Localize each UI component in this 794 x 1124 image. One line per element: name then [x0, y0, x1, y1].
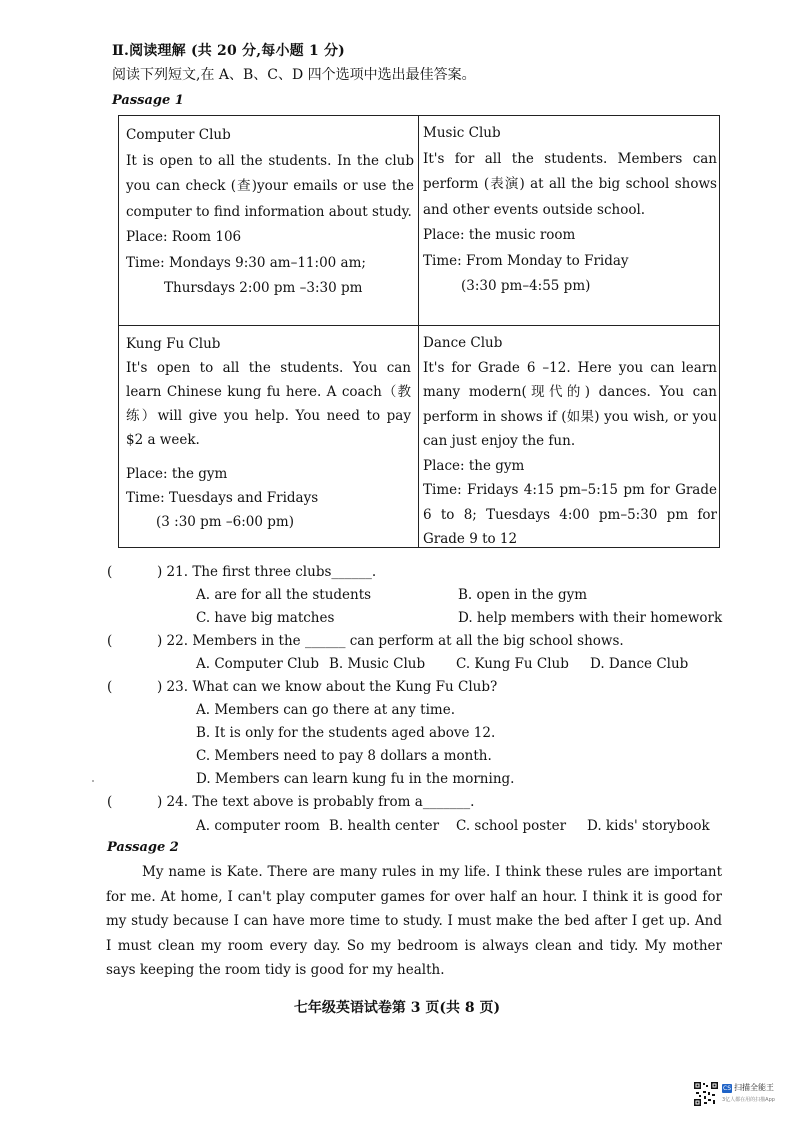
club-description: It's for all the students. Members can perform (表演) at all the big school shows and other events outside school.	[423, 150, 717, 218]
question-stem: ) 24. The text above is probably from a_______.	[157, 794, 475, 810]
option-b: B. open in the gym	[458, 587, 588, 603]
club-time-continued: Thursdays 2:00 pm –3:30 pm	[164, 280, 363, 296]
camscanner-logo: CS	[723, 1085, 731, 1092]
question-stem: ) 22. Members in the ______ can perform at all the big school shows.	[157, 633, 624, 649]
club-place: Place: the music room	[423, 227, 576, 243]
option-a: A. Computer Club	[196, 656, 320, 672]
option-a: A. are for all the students	[196, 587, 372, 603]
scanner-tagline: 3亿人都在用的扫描App	[722, 1097, 775, 1103]
option-c: C. have big matches	[196, 610, 335, 626]
page-footer: 七年级英语试卷第 3 页(共 8 页)	[293, 1000, 501, 1016]
music-club-cell	[423, 121, 717, 300]
club-time: Time: Fridays 4:15 pm–5:15 pm for Grade 6 to 8; Tuesdays 4:00 pm–5:30 pm for Grade 9 to 12	[423, 482, 717, 547]
club-time-continued: (3:30 pm–4:55 pm)	[461, 278, 591, 294]
dance-club-cell	[423, 331, 717, 552]
answer-blank-open: (	[107, 679, 113, 695]
answer-blank-open: (	[107, 633, 113, 649]
club-description: It's open to all the students. You can learn Chinese kung fu here. A coach（教练）will give you help. You need to pay $2 a week.	[126, 360, 411, 448]
club-name: Kung Fu Club	[126, 336, 221, 352]
club-place: Place: Room 106	[126, 229, 242, 245]
option-c: C. school poster	[456, 818, 567, 834]
club-place: Place: the gym	[126, 466, 228, 482]
option-d: D. Dance Club	[590, 656, 689, 672]
option-d: D. Members can learn kung fu in the morning.	[196, 771, 515, 787]
option-b: B. It is only for the students aged above 12.	[196, 725, 496, 741]
club-time: Time: Tuesdays and Fridays	[126, 490, 319, 506]
computer-club-cell	[126, 123, 414, 302]
scanner-name: 扫描全能王	[734, 1083, 774, 1092]
club-time-continued: (3 :30 pm –6:00 pm)	[156, 514, 294, 530]
passage-2-text: My name is Kate. There are many rules in my life. I think these rules are important for me. At home, I can't play computer games for over half an hour. I think it is good for my study because I can have more time to study. I must make the bed after I get up. And I must clean my room every day. So my bedroom is always clean and tidy. My mother says keeping the room tidy is good for my health.	[106, 864, 722, 978]
option-b: B. Music Club	[329, 656, 426, 672]
option-a: A. computer room	[196, 818, 320, 834]
answer-blank-open: (	[107, 564, 113, 580]
club-table	[118, 115, 720, 548]
club-description: It's for Grade 6 –12. Here you can learn many modern(现代的) dances. You can perform in shows if (如果) you wish, or you can just enjoy the fun.	[423, 359, 717, 449]
answer-blank-open: (	[107, 794, 113, 810]
option-a: A. Members can go there at any time.	[196, 702, 455, 718]
qr-code-icon	[694, 1082, 718, 1106]
question-stem: ) 23. What can we know about the Kung Fu Club?	[157, 679, 498, 695]
club-place: Place: the gym	[423, 457, 525, 474]
passage-2-label: Passage 2	[107, 840, 179, 855]
kung-fu-club-cell	[126, 332, 411, 534]
instructions: 阅读下列短文,在 A、B、C、D 四个选项中选出最佳答案。	[112, 67, 476, 83]
club-name: Computer Club	[126, 127, 231, 143]
option-c: C. Kung Fu Club	[456, 656, 569, 672]
option-d: D. kids' storybook	[587, 818, 710, 834]
club-time: Time: Mondays 9:30 am–11:00 am;	[126, 254, 366, 271]
option-d: D. help members with their homework	[458, 610, 723, 626]
club-description: It is open to all the students. In the club you can check (查)your emails or use the computer to find information about study.	[126, 152, 414, 220]
passage-1-label: Passage 1	[112, 93, 184, 108]
section-title: Ⅱ.阅读理解 (共 20 分,每小题 1 分)	[112, 43, 345, 59]
table-divider-horizontal	[119, 325, 719, 326]
option-c: C. Members need to pay 8 dollars a month.	[196, 748, 492, 764]
table-divider-vertical	[418, 116, 419, 547]
option-b: B. health center	[329, 818, 440, 834]
club-time: Time: From Monday to Friday	[423, 252, 629, 269]
scanner-watermark	[694, 1082, 784, 1112]
question-stem: ) 21. The first three clubs______.	[157, 564, 377, 580]
scan-speck	[92, 780, 94, 782]
club-name: Music Club	[423, 125, 501, 141]
club-name: Dance Club	[423, 335, 503, 351]
